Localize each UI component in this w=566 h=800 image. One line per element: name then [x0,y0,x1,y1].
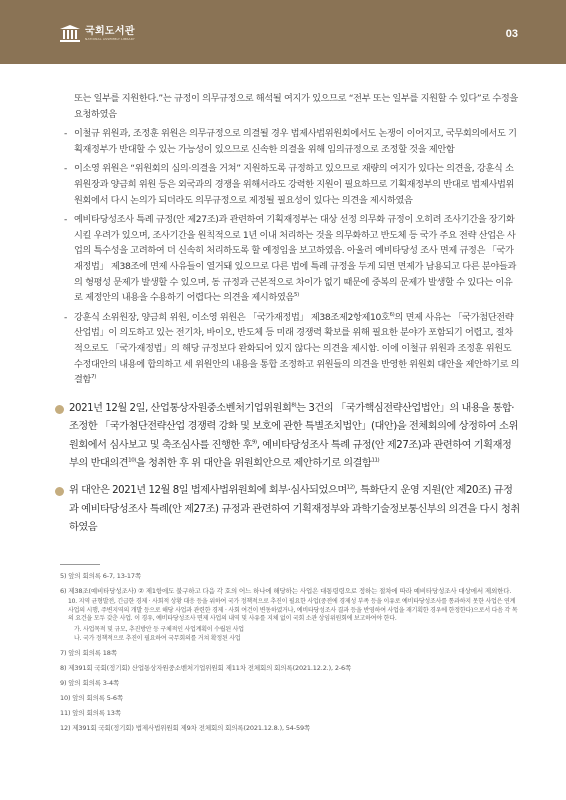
logo-subtitle: NATIONAL ASSEMBLY LIBRARY [85,36,135,41]
list-item: - 강훈식 소위원장, 양금희 위원, 이소영 위원은 「국가재정법」 제38조제2항제10호$^{6)}$의 면제 사유는 「국가첨단전략산업법」이 의도하고 있는 전기차, 바이오, 반도체 등 미래 경쟁력 확보를 위해 필요한 분야가 포함되기 어렵고, 절차적으로도 「국가재정법」의 해당 규정보다 완화되어 있지 않다는 의견을 제시함. 이에 이철규 위원과 조정훈 위원도 수정대안의 내용에 합의하고 세 위원안의 내용을 통합 조정하고 위원들의 의견을 반영한 위원회 대안을 제안하기로 의결함$^{7)}$ [64,311,520,386]
footnote-clause: 10. 지역 균형발전, 긴급한 경제 · 사회적 상황 대응 등을 위하여 국가 정책적으로 추진이 필요한 사업(중전에 경제성 부족 등을 이유로 예비타당성조사를 통과하지 못한 사업은 연계사업의 시행, 주변지역의 개발 등으로 해당 사업과 관련한 경제 · 사회 여건이 변동하였거나, 예비타당성조사 결과 등을 반영하여 사업을 재기획한 경우에 한정한다)으로서 다음 각 목의 요건을 모두 갖춘 사업. 이 경우, 예비타당성조사 면제 사업의 내역 및 사유를 지체 없이 국회 소관 상임위원회에 보고하여야 한다. [68,598,518,622]
footnote: 7) 앞의 회의록 18쪽 [60,648,117,657]
bullet-list [55,400,520,538]
footnote-clause: 나. 국가 정책적으로 추진이 필요하여 국무회의를 거쳐 확정된 사업 [74,635,241,642]
footnote-ref: 6) [389,311,395,318]
footnote-ref: 5) [294,292,299,299]
main-content [60,91,520,547]
footnotes [60,572,520,739]
footnote-divider [60,564,100,565]
footnote-clause: 가. 사업목적 및 규모, 추진방안 등 구체적인 사업계획이 수립된 사업 [74,625,244,633]
footnote: 11) 앞의 회의록 13쪽 [60,708,121,717]
dash-list [60,126,520,388]
footnote: 10) 앞의 회의록 5-6쪽 [60,693,124,702]
list-item: - 이소영 위원은 “위원회의 심의·의결을 거쳐” 지원하도록 규정하고 있으므로 재량의 여지가 있다는 의견을, 강훈식 소위원장과 양금희 위원 등은 외국과의 경쟁을 위해서라도 강력한 지원이 필요하므로 기획재정부의 반대로 법제사법위원회에서 다시 논의가 되더라도 의무규정으로 제정될 필요성이 있다는 의견을 제시하였음 [64,163,515,206]
bullet-item: 위 대안은 2021년 12월 8일 법제사법위원회에 회부·심사되었으며$^{12)}$, 특화단지 운영 지원(안 제20조) 규정과 예비타당성조사 특례(안 제27조) 규정과 관련하여 기획재정부와 과학기술정보통신부의 의견을 다시 청취하였음 [55,482,520,537]
footnote: 6) 제38조(예비타당성조사) ② 제1항에도 불구하고 다음 각 호의 어느 하나에 해당하는 사업은 대통령령으로 정하는 절차에 따라 예비타당성조사 대상에서 제외한다. [60,587,512,595]
footnote: 5) 앞의 회의록 6-7, 13-17쪽 [60,572,142,580]
footnote-ref: 7) [91,374,97,381]
bullet-item: 2021년 12월 2일, 산업통상자원중소벤처기업위원회$^{8)}$는 3건의 「국가핵심전략산업법안」의 내용을 통합·조정한 「국가첨단전략산업 경쟁력 강화 및 보호에 관한 특별조치법안」(대안)을 전체회의에 상정하여 소위원회에서 심사보고 및 축조심사를 진행한 후$^{9)}$, 예비타당성조사 특례 규정(안 제27조)과 관련하여 기획재정부의 반대의견$^{10)}$을 청취한 후 위 대안을 위원회안으로 제안하기로 의결함$^{11)}$ [55,400,520,474]
bullet-dot-icon [55,487,64,496]
footnote: 9) 앞의 회의록 3-4쪽 [60,678,120,687]
list-item: - 이철규 위원과, 조정훈 위원은 의무규정으로 의결될 경우 법제사법위원회에서도 논쟁이 이어지고, 국무회의에서도 기획재정부가 반대할 수 있는 가능성이 있으므로 신속한 의결을 위해 임의규정으로 조정할 것을 제안함 [64,128,517,155]
footnote: 8) 제391회 국회(정기회) 산업통상자원중소벤처기업위원회 제11차 전체회의 회의록(2021.12.2.), 2-6쪽 [60,663,352,672]
page-number: 03 [505,28,518,40]
library-logo [60,25,135,42]
page-header [0,0,566,64]
continuation-text: 또는 일부를 지원한다.”는 규정이 의무규정으로 해석될 여지가 있으므로 “전부 또는 일부를 지원할 수 있다”로 수정을 요청하였음 [74,93,518,120]
bullet-dot-icon [55,405,64,414]
library-building-icon [60,25,80,42]
footnote: 12) 제391회 국회(정기회) 법제사법위원회 제9차 전체회의 회의록(2021.12.8.), 54-59쪽 [60,723,311,732]
footnote-block [60,587,520,644]
logo-title: 국회도서관 [85,25,135,37]
list-item: - 예비타당성조사 특례 규정(안 제27조)과 관련하여 기획재정부는 대상 선정 의무화 규정이 오히려 조사기간을 장기화 시킬 우려가 있으며, 조사기간을 원칙적으로 1년 이내 처리하는 것을 의무화하고 반도체 등 국가 주요 전략 산업은 사업의 특수성을 고려하여 더 신속히 처리하도록 할 예정임을 보고하였음. 아울러 예비타당성 조사 면제 규정은 「국가재정법」 제38조에 면제 사유들이 열거돼 있으므로 다른 법에 특례 규정을 두게 되면 면제가 남용되고 다른 분야들과의 형평성 문제가 발생할 수 있으며, 동 규정과 근본적으로 차이가 없기 때문에 중복의 문제가 발생할 수 있다는 이유로 제정안의 내용을 수용하기 어렵다는 의견을 제시하였음$^{5)}$ [64,214,517,304]
